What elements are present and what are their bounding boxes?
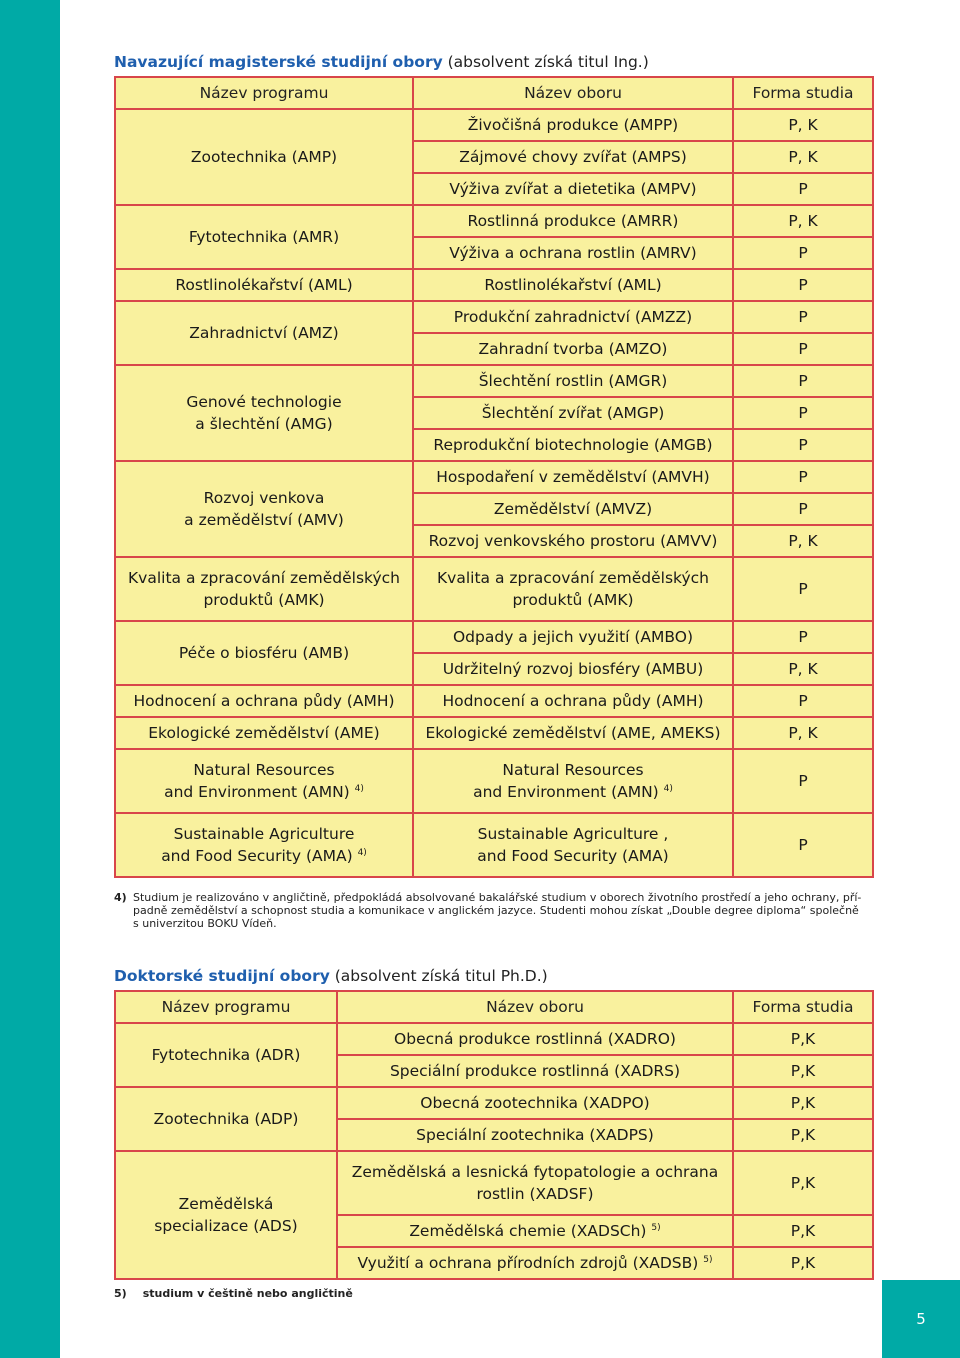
table-row [115,621,873,653]
program-name-text: Fytotechnika (AMR) [188,228,340,246]
field-cell [337,1055,733,1087]
program-name-text: Kvalita a zpracování zemědělských [128,569,400,587]
field-name-text: Živočišná produkce (AMPP) [467,116,679,134]
column-header: Forma studia [733,77,873,109]
field-name-footnote-ref: 5) [703,1254,713,1265]
study-form-cell: P,K [733,1247,873,1279]
program-name-footnote-ref: 4) [354,783,364,794]
footnote-4-line3: s univerzitou BOKU Vídeň. [133,917,277,930]
field-name-text: Udržitelný rozvoj biosféry (AMBU) [442,660,704,678]
field-name-text: Ekologické zemědělství (AME, AMEKS) [425,724,721,742]
program-name-text: Zootechnika (ADP) [153,1110,299,1128]
program-name-text: Zemědělská [178,1195,274,1213]
doctoral-table-body [115,991,873,1279]
footnote-5-number: 5) [114,1287,127,1300]
footnote-5-text: studium v češtině nebo angličtině [142,1287,353,1300]
table-row [115,301,873,333]
doctoral-programs-table [114,990,874,1280]
table-row [115,269,873,301]
field-name-text: Výživa zvířat a dietetika (AMPV) [449,180,697,198]
field-name-text: Rostlinná produkce (AMRR) [467,212,679,230]
field-cell [413,621,733,653]
field-name-text: Hospodaření v zemědělství (AMVH) [436,468,710,486]
study-form-cell: P [733,397,873,429]
field-name-text-line2: produktů (AMK) [512,591,634,609]
study-form-cell: P, K [733,141,873,173]
column-header: Název oboru [337,991,733,1023]
field-cell [413,429,733,461]
section2-title-highlight: Doktorské studijní obory [114,967,330,985]
field-cell [413,685,733,717]
field-cell [413,365,733,397]
field-name-text: Speciální zootechnika (XADPS) [416,1126,654,1144]
table-row [115,109,873,141]
section2-title-rest: (absolvent získá titul Ph.D.) [329,967,548,985]
program-cell [115,109,413,205]
study-form-cell: P [733,333,873,365]
footnote-4-line2: padně zemědělství a schopnost studia a komunikace v anglickém jazyce. Studenti mohou získat „Double degree diploma“ společně [133,904,859,917]
study-form-cell: P [733,557,873,621]
field-name-text: Obecná zootechnika (XADPO) [420,1094,650,1112]
program-name-text: Péče o biosféru (AMB) [178,644,350,662]
study-form-cell: P [733,493,873,525]
program-cell [115,717,413,749]
study-form-cell: P, K [733,717,873,749]
table-row [115,685,873,717]
field-name-text: Produkční zahradnictví (AMZZ) [453,308,693,326]
program-name-text: Hodnocení a ochrana půdy (AMH) [133,692,395,710]
study-form-cell: P [733,429,873,461]
study-form-cell: P, K [733,205,873,237]
study-form-cell: P,K [733,1119,873,1151]
section1-title-rest: (absolvent získá titul Ing.) [442,53,649,71]
table-row [115,557,873,621]
field-name-footnote-ref: 5) [651,1222,661,1233]
program-name-text-line2: and Environment (AMN) [164,783,350,801]
study-form-cell: P [733,365,873,397]
table-row [115,1023,873,1055]
table-row [115,1087,873,1119]
table-row [115,205,873,237]
field-cell [413,557,733,621]
study-form-cell: P,K [733,1023,873,1055]
field-name-text-line2: rostlin (XADSF) [476,1185,594,1203]
field-name-text: Zemědělství (AMVZ) [493,500,653,518]
field-cell [413,141,733,173]
masters-programs-table [114,76,874,878]
program-cell [115,1023,337,1087]
field-cell [413,109,733,141]
program-name-text: Natural Resources [193,761,335,779]
section1-heading [114,53,649,71]
field-cell [413,333,733,365]
program-cell [115,1151,337,1279]
header-row [115,991,873,1023]
field-name-text: Rostlinolékařství (AML) [484,276,662,294]
table-row [115,365,873,397]
field-cell [413,493,733,525]
program-cell [115,269,413,301]
program-cell [115,1087,337,1151]
column-header: Forma studia [733,991,873,1023]
field-cell [337,1119,733,1151]
study-form-cell: P [733,621,873,653]
field-name-text-line2: and Environment (AMN) [473,783,659,801]
field-name-text: Obecná produkce rostlinná (XADRO) [394,1030,676,1048]
field-cell [337,1023,733,1055]
field-name-text: Speciální produkce rostlinná (XADRS) [389,1062,681,1080]
study-form-cell: P, K [733,525,873,557]
field-cell [413,237,733,269]
field-name-text: Zemědělská a lesnická fytopatologie a ochrana [351,1163,719,1181]
study-form-cell: P [733,237,873,269]
study-form-cell: P [733,269,873,301]
header-row [115,77,873,109]
column-header: Název programu [115,991,337,1023]
field-cell [413,205,733,237]
field-cell [413,717,733,749]
table-row [115,461,873,493]
field-cell [337,1087,733,1119]
program-cell [115,205,413,269]
program-name-text: Genové technologie [186,393,342,411]
page-number-box [882,1280,960,1358]
field-name-text: Rozvoj venkovského prostoru (AMVV) [428,532,718,550]
page-number: 5 [916,1310,926,1328]
program-name-text: Ekologické zemědělství (AME) [148,724,380,742]
field-cell [337,1151,733,1215]
program-cell [115,685,413,717]
section2-heading [114,967,548,985]
field-cell [337,1215,733,1247]
field-cell [413,813,733,877]
study-form-cell: P [733,749,873,813]
program-cell [115,301,413,365]
footnote-4-number: 4) [114,891,127,904]
table-row [115,1151,873,1215]
study-form-cell: P [733,685,873,717]
footnote-4 [114,891,874,930]
program-name-text: Zahradnictví (AMZ) [189,324,339,342]
field-name-text: Odpady a jejich využití (AMBO) [452,628,694,646]
field-name-text: Využití a ochrana přírodních zdrojů (XADSB) [357,1254,699,1272]
study-form-cell: P [733,813,873,877]
program-name-text: Sustainable Agriculture [173,825,355,843]
field-cell [413,525,733,557]
program-name-text: Zootechnika (AMP) [190,148,338,166]
footnote-5 [114,1287,353,1300]
program-cell [115,557,413,621]
field-name-text-line2: and Food Security (AMA) [477,847,669,865]
field-cell [413,173,733,205]
study-form-cell: P,K [733,1215,873,1247]
masters-table-body [115,77,873,877]
program-cell [115,813,413,877]
field-cell [413,653,733,685]
field-name-text: Zahradní tvorba (AMZO) [478,340,668,358]
field-name-text: Hodnocení a ochrana půdy (AMH) [442,692,704,710]
study-form-cell: P,K [733,1055,873,1087]
field-name-footnote-ref: 4) [663,783,673,794]
field-name-text: Zájmové chovy zvířat (AMPS) [459,148,687,166]
program-name-footnote-ref: 4) [357,847,367,858]
field-cell [413,301,733,333]
field-cell [337,1247,733,1279]
side-color-bar [0,0,60,1358]
column-header: Název programu [115,77,413,109]
study-form-cell: P [733,173,873,205]
program-cell [115,461,413,557]
footnote-4-line1: Studium je realizováno v angličtině, předpokládá absolvované bakalářské studium v oborech životního prostředí a jeho ochrany, pří- [133,891,862,904]
field-cell [413,269,733,301]
study-form-cell: P [733,461,873,493]
section1-title-highlight: Navazující magisterské studijní obory [114,53,443,71]
field-name-text: Výživa a ochrana rostlin (AMRV) [449,244,697,262]
table-row [115,813,873,877]
program-name-text: Fytotechnika (ADR) [151,1046,301,1064]
table-row [115,717,873,749]
field-name-text: Sustainable Agriculture , [477,825,669,843]
program-name-text-line2: produktů (AMK) [203,591,325,609]
program-name-text-line2: a zemědělství (AMV) [184,511,344,529]
program-name-text-line2: and Food Security (AMA) [161,847,353,865]
program-name-text-line2: a šlechtění (AMG) [195,415,333,433]
field-cell [413,397,733,429]
field-name-text: Šlechtění zvířat (AMGP) [481,404,665,422]
field-cell [413,749,733,813]
program-cell [115,365,413,461]
field-name-text: Reprodukční biotechnologie (AMGB) [433,436,713,454]
table-row [115,749,873,813]
study-form-cell: P, K [733,653,873,685]
study-form-cell: P, K [733,109,873,141]
study-form-cell: P,K [733,1087,873,1119]
field-cell [413,461,733,493]
study-form-cell: P,K [733,1151,873,1215]
field-name-text: Natural Resources [502,761,644,779]
program-cell [115,749,413,813]
program-name-text: Rostlinolékařství (AML) [175,276,353,294]
study-form-cell: P [733,301,873,333]
field-name-text: Kvalita a zpracování zemědělských [437,569,709,587]
program-name-text-line2: specializace (ADS) [154,1217,298,1235]
program-name-text: Rozvoj venkova [203,489,325,507]
program-cell [115,621,413,685]
field-name-text: Zemědělská chemie (XADSCh) [409,1222,647,1240]
field-name-text: Šlechtění rostlin (AMGR) [478,372,668,390]
column-header: Název oboru [413,77,733,109]
